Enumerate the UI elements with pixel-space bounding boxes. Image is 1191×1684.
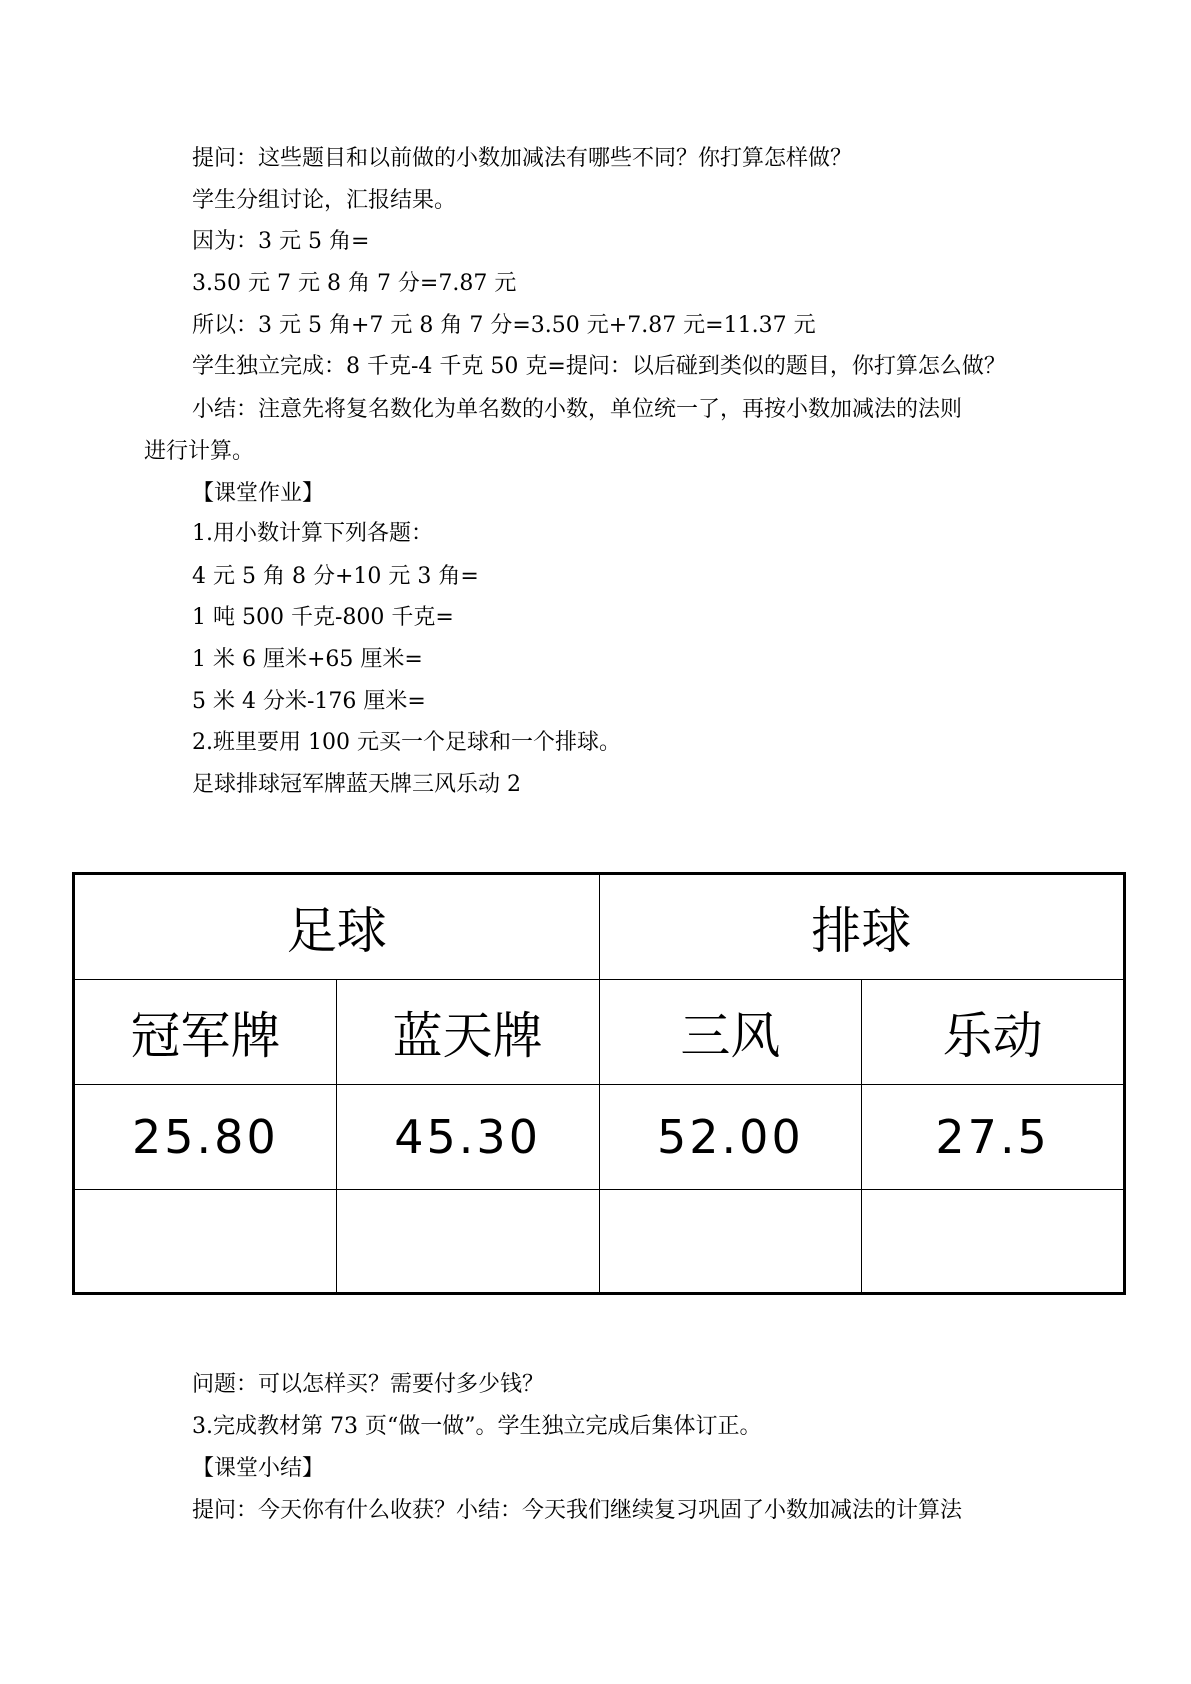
- empty-cell: [336, 1190, 599, 1294]
- price-row: [74, 1085, 1125, 1190]
- empty-row: [74, 1190, 1125, 1294]
- exercise-1b: 1 吨 500 千克-800 千克=: [192, 605, 454, 630]
- conversion-line: 3.50 元 7 元 8 角 7 分=7.87 元: [192, 271, 517, 296]
- exercise-1c: 1 米 6 厘米+65 厘米=: [192, 647, 423, 672]
- empty-cell: [599, 1190, 862, 1294]
- brand-cell: 冠军牌: [74, 980, 337, 1085]
- exercise-3: 3.完成教材第 73 页“做一做”。学生独立完成后集体订正。: [192, 1414, 762, 1439]
- exercise-2-labels: 足球排球冠军牌蓝天牌三风乐动 2: [192, 772, 521, 797]
- empty-cell: [74, 1190, 337, 1294]
- exercise-1a: 4 元 5 角 8 分+10 元 3 角=: [192, 564, 479, 589]
- brand-row: [74, 980, 1125, 1085]
- football-header: 足球: [74, 874, 600, 980]
- problem-question: 问题：可以怎样买？需要付多少钱？: [192, 1372, 545, 1397]
- price-cell: 27.5: [862, 1085, 1125, 1190]
- brand-cell: 蓝天牌: [336, 980, 599, 1085]
- therefore-line: 所以：3 元 5 角+7 元 8 角 7 分=3.50 元+7.87 元=11.37 元: [192, 313, 816, 338]
- independent-task: 学生独立完成：8 千克-4 千克 50 克=提问：以后碰到类似的题目，你打算怎么做？: [192, 354, 1006, 379]
- price-cell: 45.30: [336, 1085, 599, 1190]
- price-cell: 25.80: [74, 1085, 337, 1190]
- summary-heading: 【课堂小结】: [192, 1456, 325, 1481]
- homework-heading: 【课堂作业】: [192, 481, 325, 506]
- brand-cell: 乐动: [862, 980, 1125, 1085]
- question-differences: 提问：这些题目和以前做的小数加减法有哪些不同？你打算怎样做？: [192, 146, 853, 171]
- because-line: 因为：3 元 5 角=: [192, 229, 370, 254]
- exercise-2-title: 2.班里要用 100 元买一个足球和一个排球。: [192, 730, 621, 755]
- ball-price-table: [72, 872, 1126, 1295]
- table-header-row: [74, 874, 1125, 980]
- price-cell: 52.00: [599, 1085, 862, 1190]
- volleyball-header: 排球: [599, 874, 1125, 980]
- summary-note: 小结：注意先将复名数化为单名数的小数，单位统一了，再按小数加减法的法则: [192, 397, 963, 422]
- empty-cell: [862, 1190, 1125, 1294]
- brand-cell: 三风: [599, 980, 862, 1085]
- group-discussion: 学生分组讨论，汇报结果。: [192, 188, 457, 213]
- exercise-1-title: 1.用小数计算下列各题：: [192, 521, 433, 546]
- exercise-1d: 5 米 4 分米-176 厘米=: [192, 689, 426, 714]
- closing-paragraph: 提问：今天你有什么收获？小结：今天我们继续复习巩固了小数加减法的计算法: [192, 1498, 963, 1523]
- summary-note-continued: 进行计算。: [144, 439, 255, 464]
